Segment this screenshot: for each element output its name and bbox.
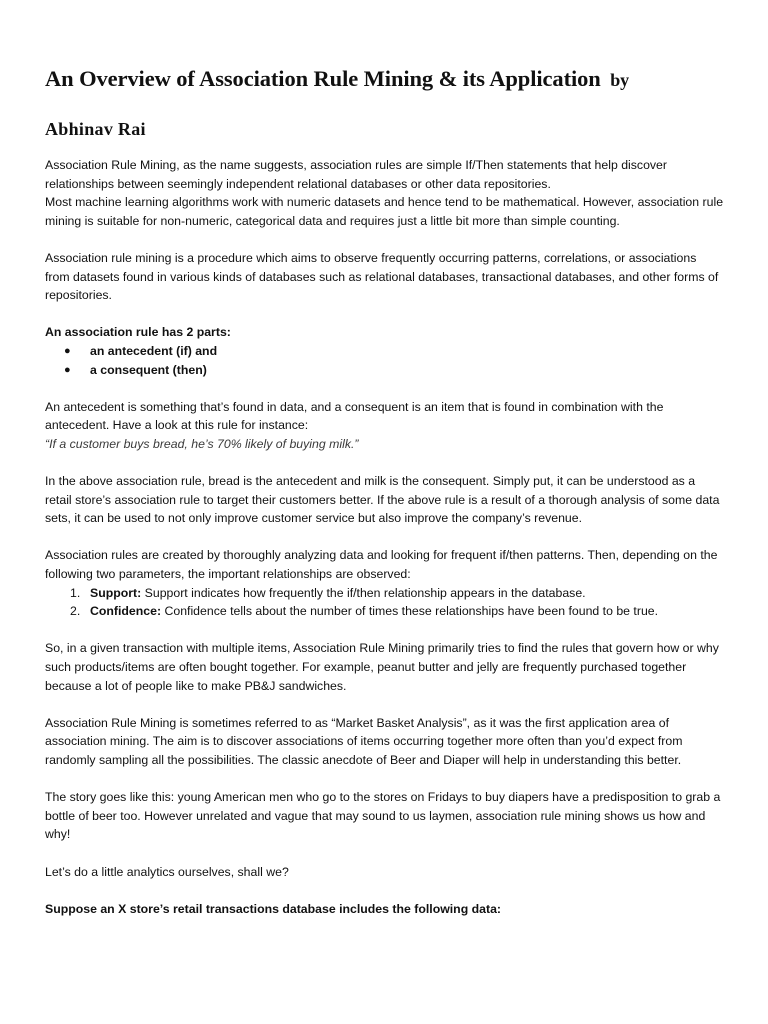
list-number: 1. (70, 585, 81, 600)
intro-paragraph-line1: Association Rule Mining, as the name suggests, association rules are simple If/Then statements that help discover relationships between seemingly independent relational databases or other data repositories. (45, 158, 667, 191)
list-item (64, 342, 724, 361)
beer-diaper-paragraph: The story goes like this: young American men who go to the stores on Fridays to buy diapers have a predisposition to grab a bottle of beer too. However unrelated and vague that may sound to us laymen, association rule mining shows us how and why! (45, 790, 721, 842)
list-item-text: an antecedent (if) and (90, 343, 218, 358)
list-item (64, 361, 724, 380)
parts-list (45, 342, 724, 379)
transaction-paragraph: So, in a given transaction with multiple items, Association Rule Mining primarily tries to find the rules that govern how or why such products/items are often bought together. For example, peanut butter and jelly are frequently purchased together because a lot of people like to make PB&J sandwiches. (45, 641, 719, 693)
param-term: Support: (90, 585, 142, 600)
database-heading (45, 900, 724, 919)
param-term: Confidence: (90, 604, 162, 619)
bullet-icon: ● (64, 363, 71, 376)
example-explanation-paragraph: In the above association rule, bread is the antecedent and milk is the consequent. Simply put, it can be understood as a retail store’s association rule to target their customers better. If the above rule is a result of a thorough analysis of some data sets, it can be used to not only improve customer service but also improve the company’s revenue. (45, 474, 720, 526)
procedure-paragraph: Association rule mining is a procedure which aims to observe frequently occurring patterns, correlations, or associations from datasets found in various kinds of databases such as relational databases, transactional databases, and other forms of repositories. (45, 250, 719, 303)
parts-heading-text: An association rule has 2 parts: (45, 325, 231, 340)
author-name: Abhinav Rai (45, 119, 146, 139)
example-quote: “If a customer buys bread, he’s 70% likely of buying milk.” (45, 436, 359, 451)
parameters-list (45, 584, 724, 621)
list-item (70, 602, 724, 621)
title-by: by (610, 70, 630, 90)
title-text: An Overview of Association Rule Mining & its Application (45, 66, 601, 91)
param-description: Support indicates how frequently the if/then relationship appears in the database. (141, 585, 586, 600)
list-item-text: a consequent (then) (90, 362, 207, 377)
list-number: 2. (70, 604, 81, 619)
document-body (45, 156, 724, 918)
database-heading-text: Suppose an X store’s retail transactions database includes the following data: (45, 901, 501, 916)
antecedent-paragraph: An antecedent is something that’s found in data, and a consequent is an item that is found in combination with the antecedent. Have a look at this rule for instance: (45, 399, 664, 433)
intro-paragraph-line2: Most machine learning algorithms work with numeric datasets and hence tend to be mathematical. However, association rule mining is suitable for non-numeric, categorical data and requires just a little bit more than simple counting. (45, 195, 724, 228)
analytics-paragraph: Let’s do a little analytics ourselves, shall we? (45, 864, 289, 879)
bullet-icon: ● (64, 344, 71, 357)
param-description: Confidence tells about the number of times these relationships have been found to be true. (161, 604, 659, 619)
parameters-intro-paragraph: Association rules are created by thoroughly analyzing data and looking for frequent if/then patterns. Then, depending on the following two parameters, the important relationships are observed: (45, 548, 718, 582)
list-item (70, 584, 724, 603)
parts-heading (45, 323, 724, 342)
market-basket-paragraph: Association Rule Mining is sometimes referred to as “Market Basket Analysis”, as it was the first application area of association mining. The aim is to discover associations of items occurring together more often than you’d expect from randomly sampling all the possibilities. The classic anecdote of Beer and Diaper will help in understanding this better. (45, 715, 683, 767)
document-title (45, 64, 724, 95)
